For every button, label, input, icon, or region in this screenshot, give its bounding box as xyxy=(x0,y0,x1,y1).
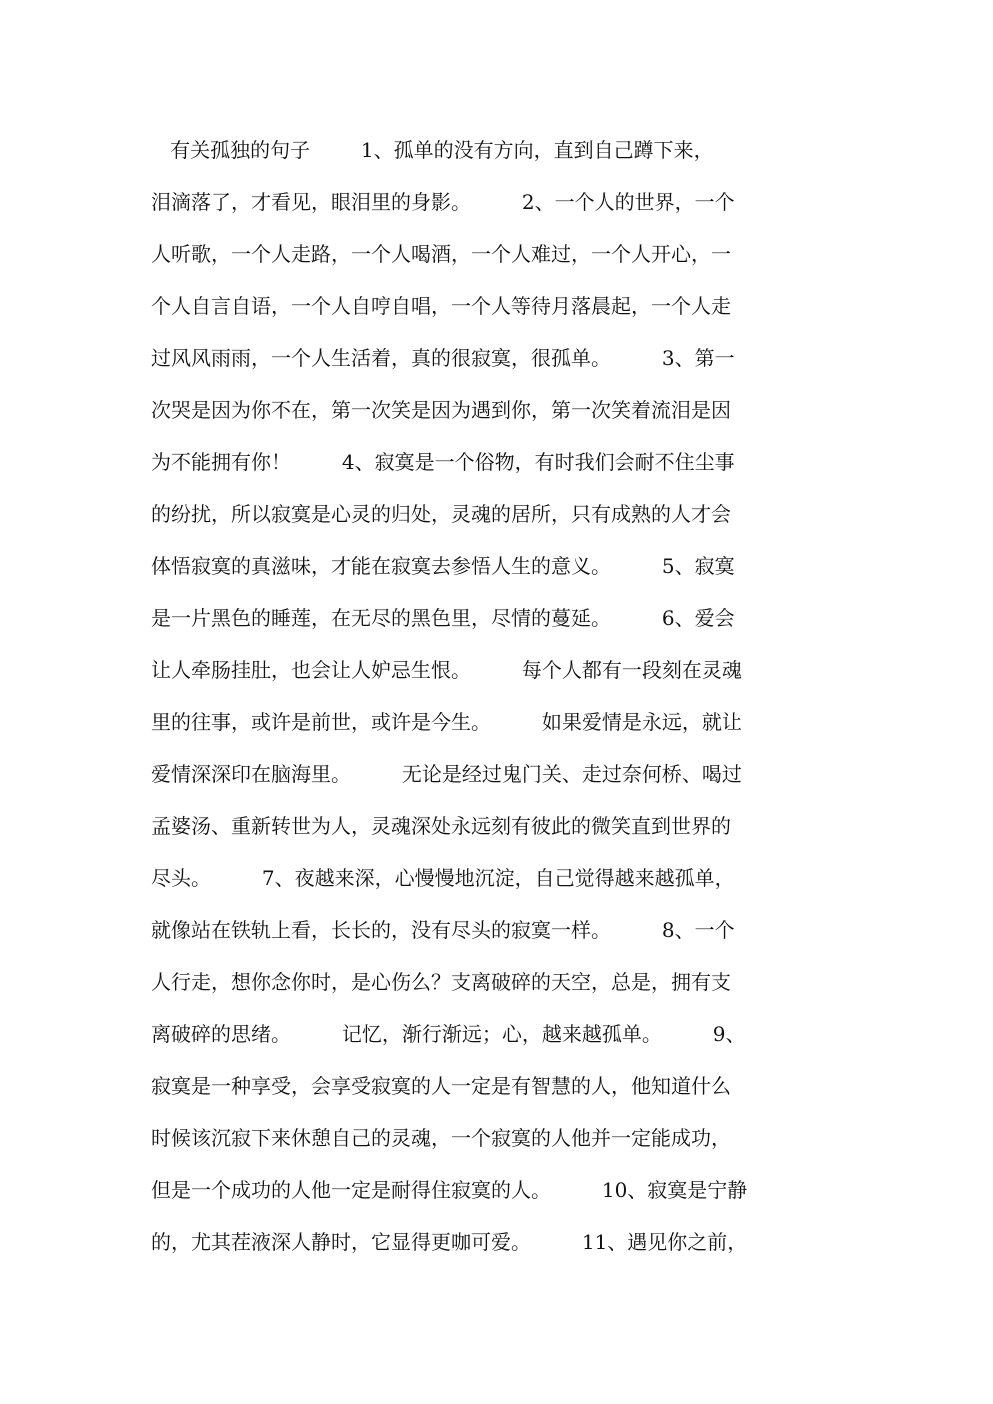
text-line: 过风风雨雨，一个人生活着，真的很寂寞，很孤单。 3、第一 xyxy=(151,346,735,370)
text-line: 次哭是因为你不在，第一次笑是因为遇到你，第一次笑着流泪是因 xyxy=(151,398,731,422)
text-line: 泪滴落了，才看见，眼泪里的身影。 2、一个人的世界，一个 xyxy=(151,190,735,214)
text-line: 有关孤独的句子 1、孤单的没有方向，直到自己蹲下来， xyxy=(151,138,714,162)
text-line: 里的往事，或许是前世，或许是今生。 如果爱情是永远，就让 xyxy=(151,710,742,734)
text-line: 让人牵肠挂肚，也会让人妒忌生恨。 每个人都有一段刻在灵魂 xyxy=(151,658,742,682)
text-line: 人行走，想你念你时，是心伤么？支离破碎的天空，总是，拥有支 xyxy=(151,970,731,994)
text-line: 爱情深深印在脑海里。 无论是经过鬼门关、走过奈何桥、喝过 xyxy=(151,762,742,786)
text-line: 人听歌，一个人走路，一个人喝酒，一个人难过，一个人开心，一 xyxy=(151,242,731,266)
text-line: 的，尤其茬液深人静时，它显得更咖可爱。 11、遇见你之前， xyxy=(151,1230,748,1254)
text-line: 的纷扰，所以寂寞是心灵的归处，灵魂的居所，只有成熟的人才会 xyxy=(151,502,731,526)
body-text xyxy=(151,124,851,1268)
text-line: 时候该沉寂下来休憩自己的灵魂，一个寂寞的人他并一定能成功， xyxy=(151,1126,731,1150)
text-line: 孟婆汤、重新转世为人，灵魂深处永远刻有彼此的微笑直到世界的 xyxy=(151,814,731,838)
text-line: 是一片黑色的睡莲，在无尽的黑色里，尽情的蔓延。 6、爱会 xyxy=(151,606,735,630)
text-line: 尽头。 7、夜越来深，心慢慢地沉淀，自己觉得越来越孤单， xyxy=(151,866,735,890)
text-line: 个人自言自语，一个人自哼自唱，一个人等待月落晨起，一个人走 xyxy=(151,294,731,318)
text-line: 离破碎的思绪。 记忆，渐行渐远；心，越来越孤单。 9、 xyxy=(151,1022,746,1046)
text-line: 体悟寂寞的真滋味，才能在寂寞去参悟人生的意义。 5、寂寞 xyxy=(151,554,735,578)
text-line: 寂寞是一种享受，会享受寂寞的人一定是有智慧的人，他知道什么 xyxy=(151,1074,731,1098)
text-line: 为不能拥有你！ 4、寂寞是一个俗物，有时我们会耐不住尘事 xyxy=(151,450,735,474)
text-line: 但是一个成功的人他一定是耐得住寂寞的人。 10、寂寞是宁静 xyxy=(151,1178,748,1202)
text-line: 就像站在铁轨上看，长长的，没有尽头的寂寞一样。 8、一个 xyxy=(151,918,735,942)
